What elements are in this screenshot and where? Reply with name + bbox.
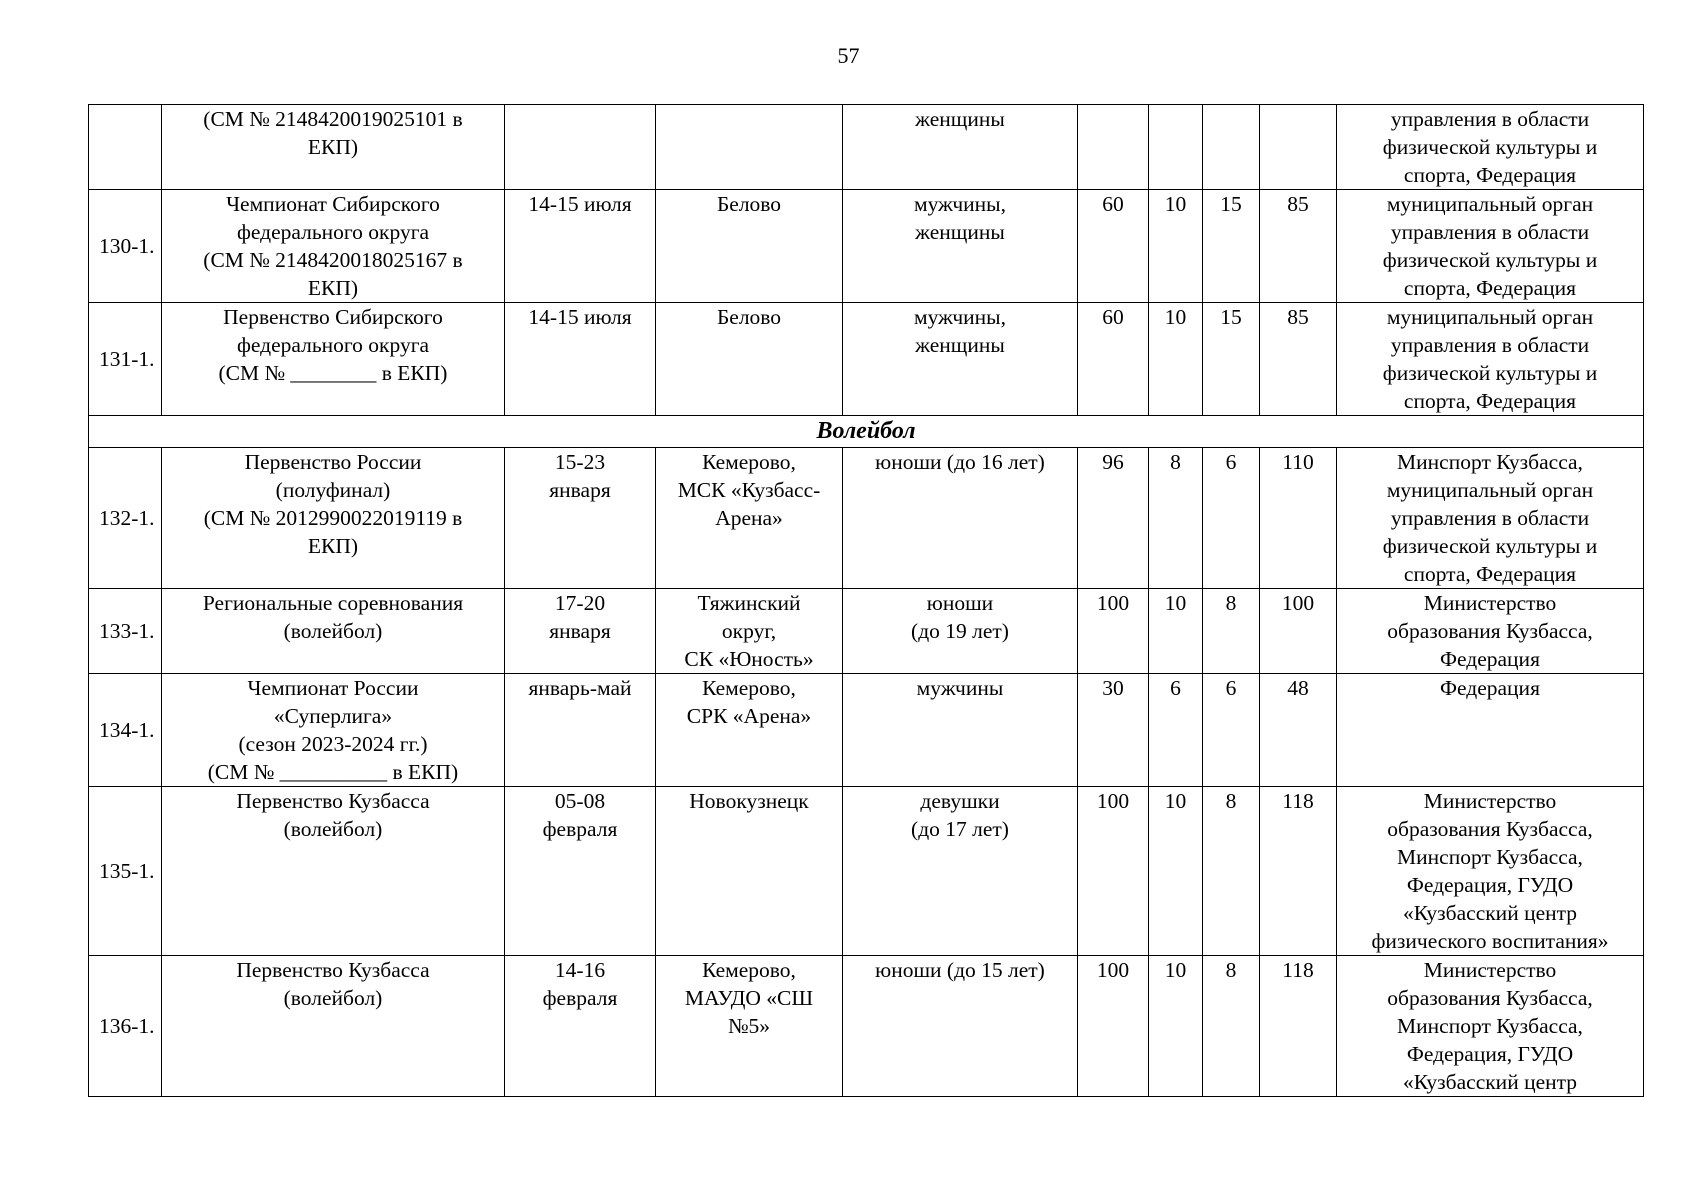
event-number: 130-1. xyxy=(89,190,162,303)
count-col-1: 60 xyxy=(1078,303,1149,416)
event-organizer-line: образования Кузбасса, xyxy=(1387,986,1593,1010)
event-dates-line: 14-15 июля xyxy=(528,305,632,329)
event-organizer-line: муниципальный орган xyxy=(1386,478,1594,502)
event-dates-line: январь-май xyxy=(528,676,632,700)
count-col-total: 118 xyxy=(1260,787,1337,956)
event-organizer-line: Федерация, ГУДО xyxy=(1406,873,1574,897)
event-organizer-line: управления в области xyxy=(1390,220,1590,244)
count-col-3: 6 xyxy=(1203,674,1260,787)
section-header-row xyxy=(89,416,1644,448)
event-name-line: (волейбол) xyxy=(283,986,383,1010)
event-participants xyxy=(843,589,1078,674)
event-place xyxy=(656,303,843,416)
event-number: 134-1. xyxy=(89,674,162,787)
event-organizer-line: образования Кузбасса, xyxy=(1387,817,1593,841)
event-place xyxy=(656,956,843,1097)
event-organizer-line: «Кузбасский центр xyxy=(1402,1070,1578,1094)
event-dates xyxy=(505,589,656,674)
event-place-line: округ, xyxy=(721,619,777,643)
event-name-line: Первенство Кузбасса xyxy=(236,789,430,813)
event-organizer-line: Министерство xyxy=(1423,591,1557,615)
count-col-2: 6 xyxy=(1149,674,1203,787)
event-place-line: Новокузнецк xyxy=(689,789,809,813)
table-row xyxy=(89,674,1644,787)
events-table xyxy=(88,104,1644,1097)
count-col-3: 8 xyxy=(1203,956,1260,1097)
event-participants xyxy=(843,190,1078,303)
event-dates-line: февраля xyxy=(542,986,618,1010)
event-name-line: Первенство Кузбасса xyxy=(236,958,430,982)
event-name-line: (СМ № 2012990022019119 в xyxy=(203,506,463,530)
count-col-3: 15 xyxy=(1203,190,1260,303)
count-col-total: 48 xyxy=(1260,674,1337,787)
event-number: 135-1. xyxy=(89,787,162,956)
count-col-1: 100 xyxy=(1078,956,1149,1097)
event-participants xyxy=(843,787,1078,956)
event-place-line: Арена» xyxy=(715,506,783,530)
event-organizer-line: «Кузбасский центр xyxy=(1402,901,1578,925)
event-organizer-line: спорта, Федерация xyxy=(1403,389,1577,413)
event-place-line: Белово xyxy=(716,192,782,216)
event-name-line: «Суперлига» xyxy=(273,704,393,728)
event-organizer xyxy=(1337,448,1644,589)
event-organizer-line: Минспорт Кузбасса, xyxy=(1397,450,1583,474)
event-dates-line: 14-16 xyxy=(554,958,606,982)
event-name xyxy=(162,787,505,956)
event-number: 131-1. xyxy=(89,303,162,416)
event-dates-line: 15-23 xyxy=(554,450,606,474)
event-place xyxy=(656,674,843,787)
event-dates xyxy=(505,787,656,956)
event-place xyxy=(656,448,843,589)
event-organizer xyxy=(1337,589,1644,674)
event-name xyxy=(162,956,505,1097)
event-participants-line: женщины xyxy=(915,107,1005,131)
event-dates-line: 17-20 xyxy=(554,591,606,615)
event-organizer-line: образования Кузбасса, xyxy=(1387,619,1593,643)
event-name-line: федерального округа xyxy=(236,333,430,357)
event-number: 132-1. xyxy=(89,448,162,589)
event-place xyxy=(656,589,843,674)
event-name-line: (волейбол) xyxy=(283,619,383,643)
event-participants xyxy=(843,956,1078,1097)
event-participants-line: мужчины, xyxy=(913,305,1007,329)
count-col-2 xyxy=(1149,105,1203,190)
event-name-line: Первенство Сибирского xyxy=(223,305,443,329)
count-col-3: 6 xyxy=(1203,448,1260,589)
event-participants xyxy=(843,448,1078,589)
table-row xyxy=(89,956,1644,1097)
count-col-3 xyxy=(1203,105,1260,190)
event-dates-line: февраля xyxy=(542,817,618,841)
event-place xyxy=(656,190,843,303)
event-organizer-line: физического воспитания» xyxy=(1371,929,1609,953)
count-col-1: 100 xyxy=(1078,787,1149,956)
event-dates-line: 14-15 июля xyxy=(528,192,632,216)
event-organizer-line: управления в области xyxy=(1390,506,1590,530)
event-organizer-line: муниципальный орган xyxy=(1386,305,1594,329)
event-participants-line: (до 19 лет) xyxy=(911,619,1009,643)
count-col-3: 15 xyxy=(1203,303,1260,416)
event-name-line: федерального округа xyxy=(236,220,430,244)
event-participants-line: мужчины xyxy=(916,676,1004,700)
page-number: 57 xyxy=(837,43,860,68)
event-name xyxy=(162,190,505,303)
event-number xyxy=(89,105,162,190)
event-participants-line: юноши xyxy=(926,591,994,615)
count-col-2: 10 xyxy=(1149,956,1203,1097)
event-name-line: Чемпионат Сибирского xyxy=(226,192,440,216)
event-name-line: (волейбол) xyxy=(283,817,383,841)
count-col-2: 10 xyxy=(1149,787,1203,956)
event-organizer-line: спорта, Федерация xyxy=(1403,276,1577,300)
event-organizer-line: Министерство xyxy=(1423,958,1557,982)
event-participants-line: женщины xyxy=(915,333,1005,357)
event-place-line: №5» xyxy=(727,1014,770,1038)
event-place-line: Кемерово, xyxy=(702,676,796,700)
event-place-line: Белово xyxy=(716,305,782,329)
event-name-line: (СМ № 2148420019025101 в xyxy=(203,107,463,131)
event-name-line: (СМ № 2148420018025167 в xyxy=(203,248,463,272)
event-participants-line: юноши (до 16 лет) xyxy=(875,450,1045,474)
event-organizer-line: Федерация, ГУДО xyxy=(1406,1042,1574,1066)
table-row xyxy=(89,787,1644,956)
table-body xyxy=(89,105,1644,1097)
event-name xyxy=(162,303,505,416)
event-organizer xyxy=(1337,787,1644,956)
event-name-line: (полуфинал) xyxy=(275,478,391,502)
event-dates-line: 05-08 xyxy=(554,789,606,813)
event-name-line: Чемпионат России xyxy=(247,676,419,700)
count-col-1 xyxy=(1078,105,1149,190)
table-row xyxy=(89,589,1644,674)
event-name xyxy=(162,448,505,589)
event-place-line: Тяжинский xyxy=(697,591,801,615)
event-dates-line: января xyxy=(549,478,611,502)
count-col-3: 8 xyxy=(1203,589,1260,674)
event-organizer xyxy=(1337,956,1644,1097)
event-name-line: (сезон 2023-2024 гг.) xyxy=(238,732,428,756)
event-participants xyxy=(843,303,1078,416)
table-row xyxy=(89,303,1644,416)
event-organizer-line: физической культуры и xyxy=(1382,248,1598,272)
event-place-line: МСК «Кузбасс- xyxy=(677,478,821,502)
event-organizer-line: Федерация xyxy=(1440,647,1540,671)
count-col-1: 60 xyxy=(1078,190,1149,303)
event-place-line: Кемерово, xyxy=(702,958,796,982)
event-name-line: ЕКП) xyxy=(307,135,359,159)
event-number: 133-1. xyxy=(89,589,162,674)
event-organizer-line: спорта, Федерация xyxy=(1403,562,1577,586)
count-col-2: 10 xyxy=(1149,303,1203,416)
event-organizer-line: управления в области xyxy=(1390,107,1590,131)
event-organizer-line: Минспорт Кузбасса, xyxy=(1397,1014,1583,1038)
event-name-line: (СМ № ________ в ЕКП) xyxy=(218,361,448,385)
count-col-total: 110 xyxy=(1260,448,1337,589)
count-col-1: 96 xyxy=(1078,448,1149,589)
count-col-total: 85 xyxy=(1260,190,1337,303)
event-organizer-line: Минспорт Кузбасса, xyxy=(1397,845,1583,869)
count-col-total: 118 xyxy=(1260,956,1337,1097)
count-col-total: 85 xyxy=(1260,303,1337,416)
event-number: 136-1. xyxy=(89,956,162,1097)
event-organizer xyxy=(1337,674,1644,787)
table-row xyxy=(89,105,1644,190)
event-participants xyxy=(843,105,1078,190)
event-participants-line: (до 17 лет) xyxy=(911,817,1009,841)
event-dates xyxy=(505,956,656,1097)
event-dates-line: января xyxy=(549,619,611,643)
count-col-total: 100 xyxy=(1260,589,1337,674)
count-col-2: 10 xyxy=(1149,589,1203,674)
event-place xyxy=(656,787,843,956)
event-participants-line: юноши (до 15 лет) xyxy=(875,958,1045,982)
event-dates xyxy=(505,105,656,190)
event-place-line: СК «Юность» xyxy=(684,647,814,671)
event-organizer xyxy=(1337,190,1644,303)
event-name xyxy=(162,105,505,190)
event-organizer-line: физической культуры и xyxy=(1382,534,1598,558)
event-name-line: (СМ № __________ в ЕКП) xyxy=(207,760,459,784)
event-place-line: СРК «Арена» xyxy=(686,704,812,728)
event-name-line: ЕКП) xyxy=(307,534,359,558)
event-dates xyxy=(505,303,656,416)
event-name xyxy=(162,589,505,674)
event-participants-line: женщины xyxy=(915,220,1005,244)
event-organizer-line: спорта, Федерация xyxy=(1403,163,1577,187)
event-participants-line: мужчины, xyxy=(913,192,1007,216)
count-col-1: 30 xyxy=(1078,674,1149,787)
event-organizer-line: физической культуры и xyxy=(1382,361,1598,385)
event-organizer xyxy=(1337,303,1644,416)
event-organizer-line: физической культуры и xyxy=(1382,135,1598,159)
count-col-1: 100 xyxy=(1078,589,1149,674)
event-place-line: МАУДО «СШ xyxy=(684,986,814,1010)
event-dates xyxy=(505,448,656,589)
count-col-total xyxy=(1260,105,1337,190)
count-col-2: 8 xyxy=(1149,448,1203,589)
event-participants-line: девушки xyxy=(920,789,1000,813)
event-participants xyxy=(843,674,1078,787)
event-organizer-line: управления в области xyxy=(1390,333,1590,357)
event-organizer-line: Федерация xyxy=(1440,676,1540,700)
event-organizer-line: Министерство xyxy=(1423,789,1557,813)
event-dates xyxy=(505,674,656,787)
count-col-2: 10 xyxy=(1149,190,1203,303)
event-place xyxy=(656,105,843,190)
event-organizer-line: муниципальный орган xyxy=(1386,192,1594,216)
event-name-line: Первенство России xyxy=(244,450,422,474)
event-name-line: Региональные соревнования xyxy=(202,591,464,615)
event-name xyxy=(162,674,505,787)
count-col-3: 8 xyxy=(1203,787,1260,956)
event-dates xyxy=(505,190,656,303)
table-row xyxy=(89,448,1644,589)
event-organizer xyxy=(1337,105,1644,190)
event-place-line: Кемерово, xyxy=(702,450,796,474)
event-name-line: ЕКП) xyxy=(307,276,359,300)
table-row xyxy=(89,190,1644,303)
section-title: Волейбол xyxy=(89,416,1644,448)
